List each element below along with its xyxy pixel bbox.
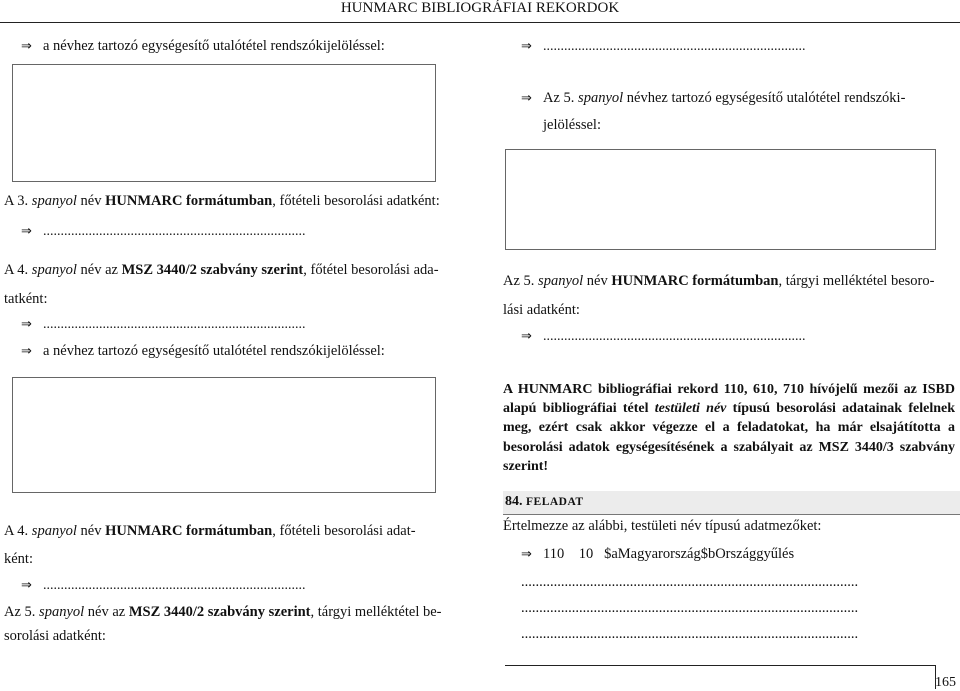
left-line-8: A 4. spanyol név HUNMARC formátumban, főtételi besorolási adat-: [4, 523, 416, 539]
left-line-6: [21, 316, 306, 333]
arrow-icon: ⇒: [521, 329, 532, 344]
arrow-icon: ⇒: [521, 39, 532, 54]
answer-box-1[interactable]: [12, 64, 436, 182]
answer-line-1[interactable]: .............................................................................................: [521, 574, 859, 590]
running-header: HUNMARC BIBLIOGRÁFIAI REKORDOK: [340, 0, 620, 16]
task-field-line: [521, 546, 794, 563]
arrow-icon: ⇒: [521, 91, 532, 106]
arrow-icon: ⇒: [521, 547, 532, 562]
task-label: FELADAT: [526, 496, 584, 508]
right-line-2: ⇒ Az 5. spanyol névhez tartozó egységesítő utalótétel rendszóki-: [521, 90, 906, 106]
answer-dotted-field[interactable]: ...........................................................................: [43, 224, 306, 239]
answer-dotted-field[interactable]: ...........................................................................: [43, 578, 306, 593]
arrow-icon: ⇒: [21, 224, 32, 239]
page-number: 165: [935, 675, 956, 690]
arrow-icon: ⇒: [21, 344, 32, 359]
answer-line-2[interactable]: .............................................................................................: [521, 600, 859, 616]
left-line-7: ⇒ a névhez tartozó egységesítő utalótétel rendszókijelöléssel:: [21, 343, 385, 359]
left-line-9: ként:: [4, 551, 33, 567]
header-rule: [0, 22, 960, 23]
left-line-11: Az 5. spanyol név az MSZ 3440/2 szabvány szerint, tárgyi melléktétel be-: [4, 604, 442, 620]
answer-box-2[interactable]: [12, 377, 436, 493]
answer-dotted-field[interactable]: ...........................................................................: [543, 329, 806, 344]
task-heading: [503, 491, 960, 515]
left-line-12: sorolási adatként:: [4, 628, 106, 644]
left-line-10: [21, 577, 306, 594]
right-line-4: Az 5. spanyol név HUNMARC formátumban, tárgyi melléktétel besoro-: [503, 273, 935, 289]
task-intro: Értelmezze az alábbi, testületi név típusú adatmezőket:: [503, 518, 822, 534]
right-line-5: lási adatként:: [503, 302, 580, 318]
right-line-1: [521, 38, 806, 55]
answer-line-3[interactable]: .............................................................................................: [521, 626, 859, 642]
marc-field: 110 10 $aMagyarország$bOrszággyűlés: [543, 546, 795, 562]
footer-rule: [505, 665, 935, 666]
bold-notice-paragraph: A HUNMARC bibliográfiai rekord 110, 610, 710 hívójelű mezői az ISBD alapú bibliográfiai tétel testületi név típusú besorolási adatainak felelnek meg, ezért csak akkor végezze el a feladatokat, ha már elsajátította a besorolási adatok egységesítésének a szabályait az MSZ 3440/3 szabvány szerint!: [503, 382, 956, 474]
arrow-icon: ⇒: [21, 578, 32, 593]
left-line-2: A 3. spanyol név HUNMARC formátumban, főtételi besorolási adatként:: [4, 193, 440, 209]
answer-box-3[interactable]: [505, 149, 936, 250]
answer-dotted-field[interactable]: ...........................................................................: [43, 317, 306, 332]
left-line-3: [21, 223, 306, 240]
right-line-6: [521, 328, 806, 345]
task-number: 84.: [505, 494, 523, 509]
arrow-icon: ⇒: [21, 317, 32, 332]
left-line-5: tatként:: [4, 291, 48, 307]
left-line-1: ⇒ a névhez tartozó egységesítő utalótétel rendszókijelöléssel:: [21, 38, 385, 54]
answer-dotted-field[interactable]: ...........................................................................: [543, 39, 806, 54]
right-line-3: jelöléssel:: [543, 117, 601, 133]
arrow-icon: ⇒: [21, 39, 32, 54]
left-line-4: A 4. spanyol név az MSZ 3440/2 szabvány szerint, főtétel besorolási ada-: [4, 262, 439, 278]
